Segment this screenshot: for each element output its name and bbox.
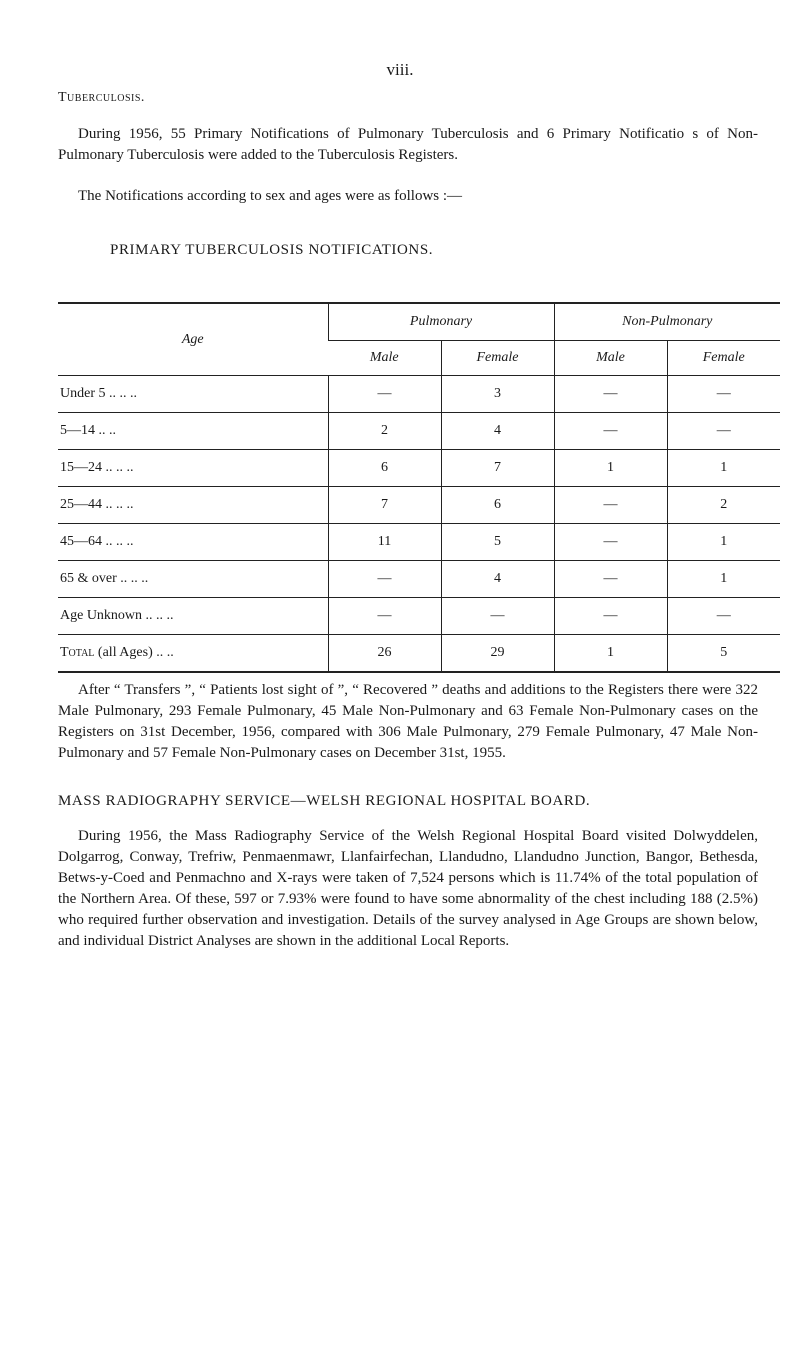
row-label: Age Unknown .. .. .. <box>60 608 174 623</box>
cell-pulmonary-female: — <box>441 598 554 635</box>
group-header-non-pulmonary: Non-Pulmonary <box>554 303 780 341</box>
row-label: Under 5 .. .. .. <box>60 386 137 401</box>
table-row-total <box>58 635 780 672</box>
mass-radiography-paragraph: During 1956, the Mass Radiography Service of the Welsh Regional Hospital Board visited Dolwyddelen, Dolgarrog, Conway, Trefriw, Penmaenmawr, Llanfairfechan, Llandudno, Llandudno Junction, Bangor, Bethesda, Betws-y-Coed and Penmachno and X-rays were taken of 7,524 persons which is 11.74% of the total population of the Northern Area. Of these, 597 or 7.93% were found to have some abnormality of the chest including 188 (2.5%) who required further observation and investigation. Details of the survey analysed in Age Groups are shown below, and individual District Analyses are shown in the additional Local Reports. <box>58 828 758 949</box>
after-transfers-paragraph: After “ Transfers ”, “ Patients lost sight of ”, “ Recovered ” deaths and additions to the Registers there were 322 Male Pulmonary, 293 Female Pulmonary, 45 Male Non-Pulmonary and 63 Female Non-Pulmonary cases on the Registers on 31st December, 1956, compared with 306 Male Pulmonary, 279 Female Pulmonary, 47 Male Non-Pulmonary and 57 Female Non-Pulmonary cases on December 31st, 1955. <box>58 682 758 761</box>
cell-pulmonary-male: — <box>328 561 441 598</box>
sub-header-pulmonary-female: Female <box>441 341 554 376</box>
cell-non-pulmonary-female: 1 <box>667 450 780 487</box>
group-header-pulmonary: Pulmonary <box>328 303 554 341</box>
cell-non-pulmonary-male: 1 <box>554 635 667 672</box>
table-row <box>58 524 780 561</box>
mass-radiography-heading: MASS RADIOGRAPHY SERVICE—WELSH REGIONAL HOSPITAL BOARD. <box>58 793 591 809</box>
cell-non-pulmonary-male: — <box>554 413 667 450</box>
cell-pulmonary-male: — <box>328 376 441 413</box>
cell-non-pulmonary-male: — <box>554 376 667 413</box>
row-label-total: Total (all Ages) .. .. <box>60 644 174 660</box>
section-heading: Tuberculosis. <box>58 90 145 105</box>
cell-pulmonary-female: 4 <box>441 561 554 598</box>
cell-pulmonary-male: 6 <box>328 450 441 487</box>
cell-pulmonary-male: 26 <box>328 635 441 672</box>
age-header: Age <box>58 303 328 376</box>
notifications-table <box>58 302 780 673</box>
cell-non-pulmonary-female: — <box>667 376 780 413</box>
cell-non-pulmonary-male: — <box>554 487 667 524</box>
cell-non-pulmonary-female: 5 <box>667 635 780 672</box>
cell-non-pulmonary-male: — <box>554 524 667 561</box>
sub-header-non-pulmonary-female: Female <box>667 341 780 376</box>
table-row <box>58 487 780 524</box>
cell-pulmonary-female: 4 <box>441 413 554 450</box>
cell-pulmonary-male: 7 <box>328 487 441 524</box>
table-row <box>58 561 780 598</box>
sub-header-pulmonary-male: Male <box>369 350 399 365</box>
cell-non-pulmonary-male: — <box>554 598 667 635</box>
table-row <box>58 450 780 487</box>
cell-pulmonary-female: 29 <box>441 635 554 672</box>
table-row <box>58 598 780 635</box>
cell-pulmonary-male: 2 <box>328 413 441 450</box>
cell-non-pulmonary-male: — <box>554 561 667 598</box>
row-label: 5—14 .. .. <box>60 423 116 438</box>
sub-header-non-pulmonary-male: Male <box>554 341 667 376</box>
page-number: viii. <box>386 60 414 79</box>
cell-non-pulmonary-female: — <box>667 598 780 635</box>
table-row <box>58 413 780 450</box>
cell-pulmonary-female: 7 <box>441 450 554 487</box>
cell-pulmonary-female: 3 <box>441 376 554 413</box>
cell-pulmonary-female: 6 <box>441 487 554 524</box>
intro-paragraph-2: The Notifications according to sex and ages were as follows :— <box>78 188 463 204</box>
cell-non-pulmonary-female: 2 <box>667 487 780 524</box>
row-label: 45—64 .. .. .. <box>60 534 134 549</box>
cell-non-pulmonary-female: — <box>667 413 780 450</box>
cell-non-pulmonary-male: 1 <box>554 450 667 487</box>
row-label: 25—44 .. .. .. <box>60 497 134 512</box>
row-label: 65 & over .. .. .. <box>60 571 149 586</box>
cell-pulmonary-male: 11 <box>328 524 441 561</box>
intro-paragraph-1: During 1956, 55 Primary Notifications of Pulmonary Tuberculosis and 6 Primary Notificatio s of Non-Pulmonary Tuberculosis were added to the Tuberculosis Registers. <box>58 126 758 163</box>
cell-pulmonary-female: 5 <box>441 524 554 561</box>
row-label: 15—24 .. .. .. <box>60 460 134 475</box>
table-row <box>58 376 780 413</box>
cell-pulmonary-male: — <box>328 598 441 635</box>
cell-non-pulmonary-female: 1 <box>667 561 780 598</box>
table-title: PRIMARY TUBERCULOSIS NOTIFICATIONS. <box>110 242 434 258</box>
cell-non-pulmonary-female: 1 <box>667 524 780 561</box>
